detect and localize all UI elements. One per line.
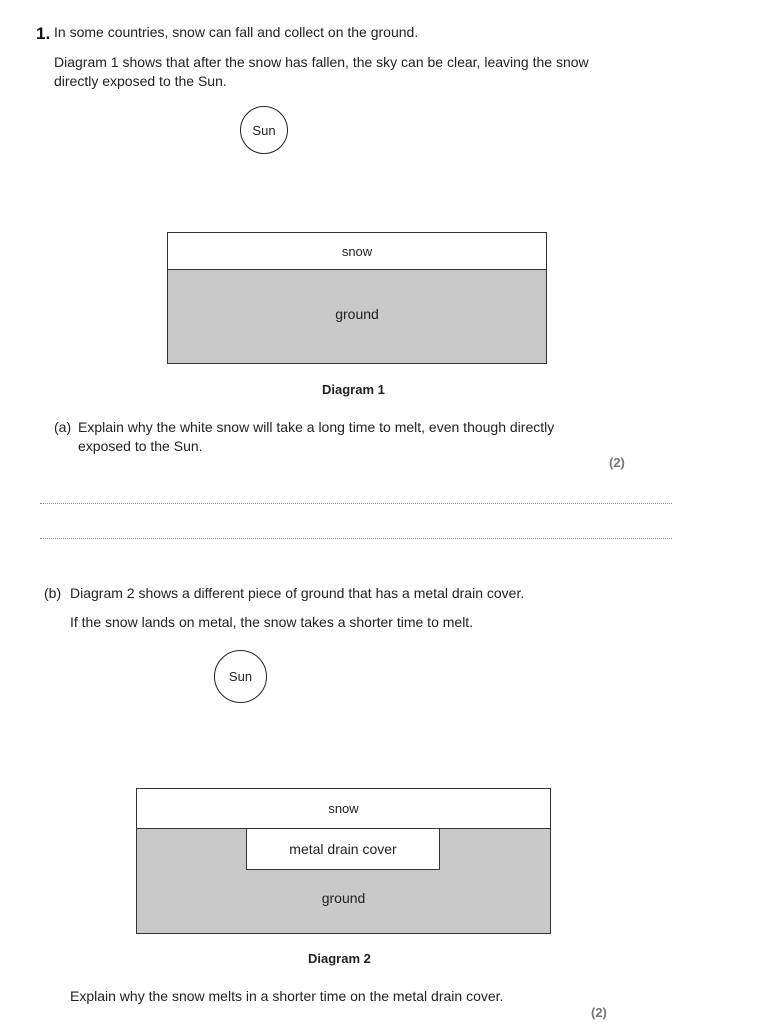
part-b-question: Explain why the snow melts in a shorter time on the metal drain cover. <box>70 988 504 1004</box>
diagram1-description-line2: directly exposed to the Sun. <box>54 73 227 89</box>
part-b-label: (b) <box>44 585 62 601</box>
snow-label: snow <box>328 801 359 816</box>
part-a-text-line2: exposed to the Sun. <box>78 438 203 454</box>
sun-label: Sun <box>252 122 276 138</box>
diagram1-caption: Diagram 1 <box>322 382 385 397</box>
ground-label: ground <box>321 890 366 906</box>
part-b-marks: (2) <box>591 1005 607 1020</box>
ground-label: ground <box>335 306 379 322</box>
answer-line[interactable] <box>40 503 672 504</box>
answer-line[interactable] <box>40 538 672 539</box>
part-b-text: Diagram 2 shows a different piece of ground that has a metal drain cover. <box>70 585 525 601</box>
question-intro: In some countries, snow can fall and collect on the ground. <box>54 24 419 40</box>
sun-label: Sun <box>228 669 253 684</box>
part-a-text-line1: Explain why the white snow will take a long time to melt, even though directly <box>78 419 555 435</box>
part-a-marks: (2) <box>609 455 625 470</box>
part-b-statement: If the snow lands on metal, the snow takes a shorter time to melt. <box>70 614 474 630</box>
diagram2-caption: Diagram 2 <box>308 951 371 966</box>
snow-label: snow <box>341 243 373 259</box>
sun-icon <box>214 650 267 703</box>
diagram1-description-line1: Diagram 1 shows that after the snow has fallen, the sky can be clear, leaving the snow <box>54 54 589 70</box>
question-number: 1. <box>36 24 51 43</box>
metal-drain-cover <box>246 828 440 870</box>
snow-layer <box>136 788 551 829</box>
sun-icon <box>240 106 288 154</box>
snow-layer <box>167 232 547 270</box>
ground-layer <box>167 269 547 364</box>
part-a-label: (a) <box>54 419 72 435</box>
drain-cover-label: metal drain cover <box>289 841 397 857</box>
